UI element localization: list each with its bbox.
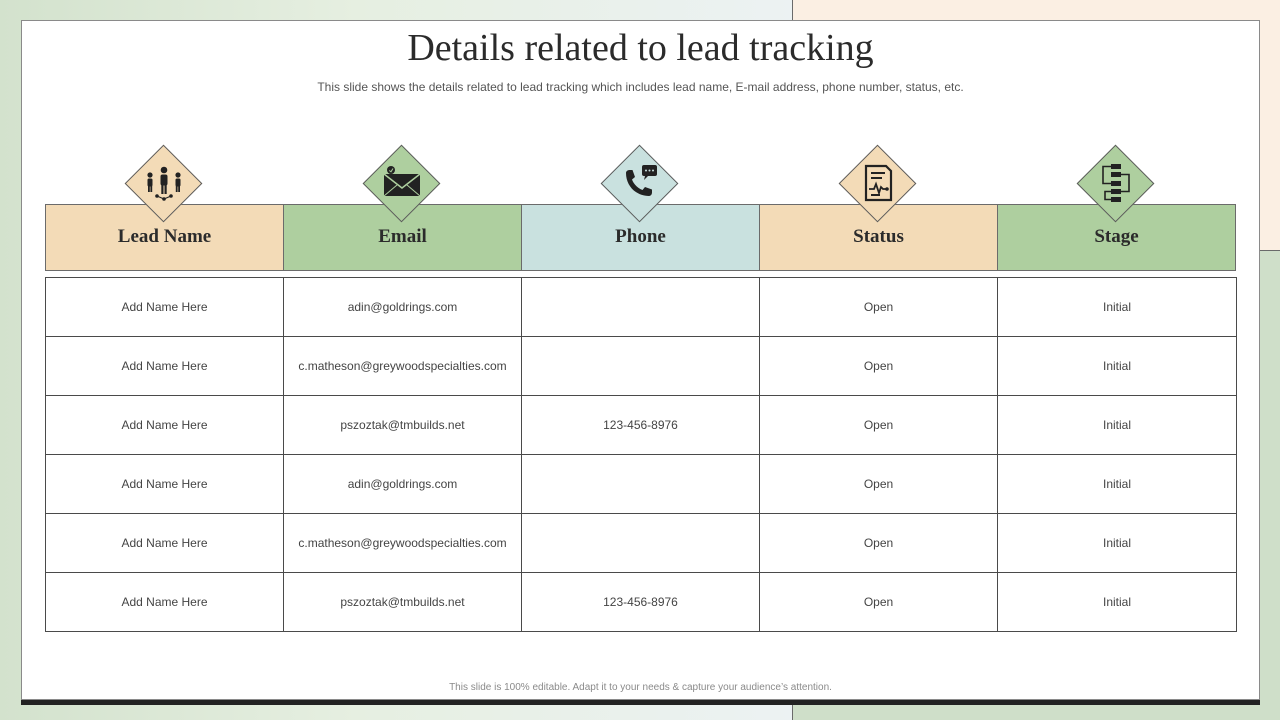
lead-name-cell: Add Name Here [46, 337, 284, 396]
email-cell: adin@goldrings.com [284, 278, 522, 337]
phone-cell: 123-456-8976 [522, 396, 760, 455]
header-label: Lead Name [117, 225, 212, 247]
email-cell: pszoztak@tmbuilds.net [284, 573, 522, 632]
phone-cell [522, 278, 760, 337]
email-cell: c.matheson@greywoodspecialties.com [284, 514, 522, 573]
lead-name-cell: Add Name Here [46, 573, 284, 632]
status-cell: Open [760, 573, 998, 632]
header-label: Email [378, 225, 427, 247]
envelope-icon [380, 161, 424, 205]
slide-subtitle: This slide shows the details related to lead tracking which includes lead name, E-mail address, phone number, status, etc. [317, 80, 964, 94]
header-label: Status [853, 225, 904, 247]
phone-cell [522, 514, 760, 573]
status-cell: Open [760, 455, 998, 514]
table-row [46, 337, 1237, 396]
slide-title: Details related to lead tracking [407, 27, 874, 69]
phone-cell [522, 455, 760, 514]
stage-cell: Initial [998, 514, 1237, 573]
slide-footer: This slide is 100% editable. Adapt it to your needs & capture your audience’s attention. [449, 682, 832, 693]
stage-cell: Initial [998, 573, 1237, 632]
header-label: Stage [1094, 225, 1139, 247]
table-row [46, 573, 1237, 632]
stage-cell: Initial [998, 278, 1237, 337]
table-row [46, 514, 1237, 573]
status-cell: Open [760, 396, 998, 455]
lead-name-cell: Add Name Here [46, 514, 284, 573]
email-cell: c.matheson@greywoodspecialties.com [284, 337, 522, 396]
email-cell: pszoztak@tmbuilds.net [284, 396, 522, 455]
stage-cell: Initial [998, 396, 1237, 455]
header-label: Phone [615, 225, 666, 247]
table-row [46, 278, 1237, 337]
phone-cell: 123-456-8976 [522, 573, 760, 632]
email-cell: adin@goldrings.com [284, 455, 522, 514]
stage-cell: Initial [998, 455, 1237, 514]
phone-chat-icon [618, 161, 662, 205]
phone-cell [522, 337, 760, 396]
report-document-icon [856, 161, 900, 205]
lead-name-cell: Add Name Here [46, 278, 284, 337]
status-cell: Open [760, 278, 998, 337]
table-row [46, 396, 1237, 455]
lead-name-cell: Add Name Here [46, 396, 284, 455]
lead-tracking-table [45, 277, 1237, 632]
people-network-icon [142, 161, 186, 205]
stage-cell: Initial [998, 337, 1237, 396]
flowchart-icon [1094, 161, 1138, 205]
lead-name-cell: Add Name Here [46, 455, 284, 514]
table-row [46, 455, 1237, 514]
status-cell: Open [760, 337, 998, 396]
slide-card-bottom-bar [21, 700, 1260, 705]
status-cell: Open [760, 514, 998, 573]
